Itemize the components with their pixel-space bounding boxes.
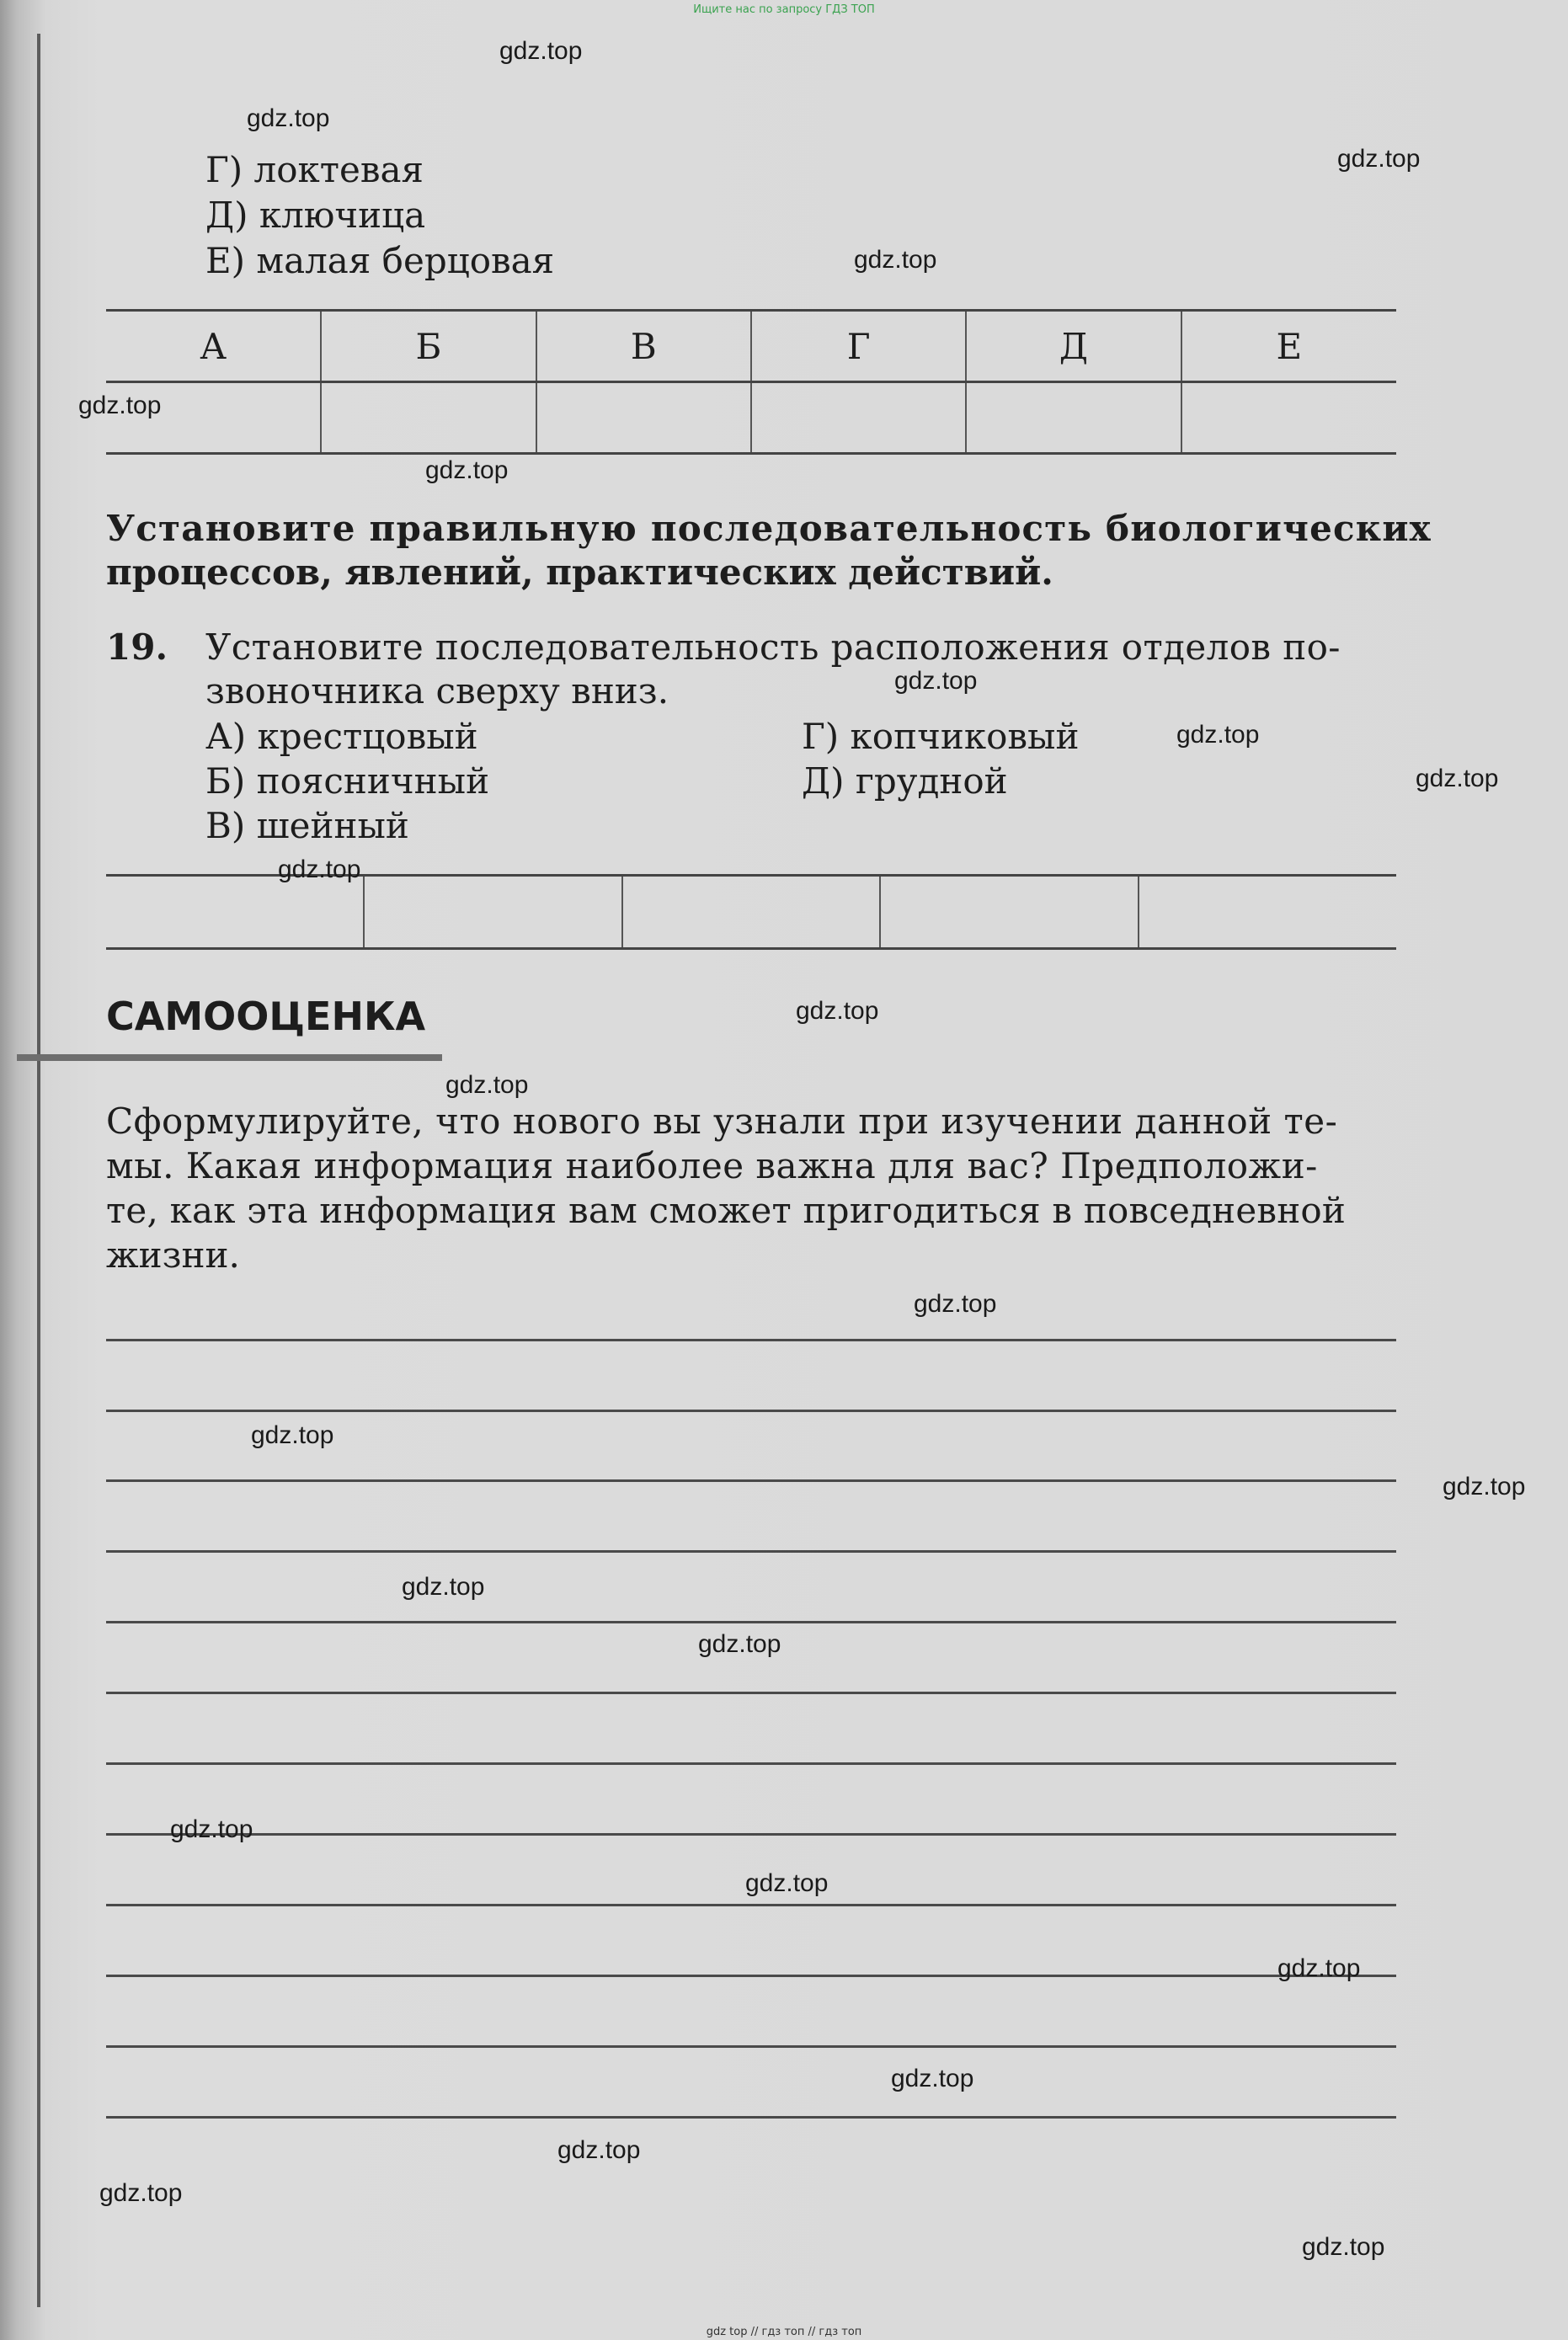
writing-line[interactable] — [106, 2045, 1396, 2048]
watermark: gdz.top — [402, 1573, 485, 1601]
q19-option-a: А) крестцовый — [205, 716, 478, 757]
sequence-instruction-line1: Установите правильную последовательность биологических — [106, 508, 1432, 549]
writing-line[interactable] — [106, 1904, 1396, 1906]
q18-option-e: Е) малая берцовая — [205, 240, 555, 281]
table-header-cell: Б — [321, 311, 536, 382]
watermark: gdz.top — [499, 37, 583, 65]
table-header-cell: Е — [1181, 311, 1396, 382]
top-banner: Ищите нас по запросу ГДЗ ТОП — [693, 3, 875, 16]
watermark: gdz.top — [170, 1815, 253, 1843]
self-assessment-line1: Сформулируйте, что нового вы узнали при изучении данной те- — [106, 1101, 1338, 1142]
bottom-banner: gdz top // гдз топ // гдз топ — [706, 2326, 862, 2338]
writing-line[interactable] — [106, 1975, 1396, 1977]
writing-line[interactable] — [106, 1762, 1396, 1765]
section-title: САМООЦЕНКА — [106, 994, 426, 1039]
self-assessment-line3: те, как эта информация вам сможет пригодиться в повседневной — [106, 1190, 1347, 1231]
writing-line[interactable] — [106, 1692, 1396, 1694]
watermark: gdz.top — [1302, 2233, 1385, 2261]
q19-option-g: Г) копчиковый — [802, 716, 1080, 757]
book-spine — [37, 34, 40, 2307]
watermark: gdz.top — [698, 1630, 781, 1658]
watermark: gdz.top — [745, 1869, 829, 1897]
table-answer-row — [106, 382, 1396, 454]
answer-cell[interactable] — [363, 877, 621, 947]
watermark: gdz.top — [894, 667, 978, 695]
answer-cell[interactable] — [966, 382, 1181, 454]
table-header-row — [106, 311, 1396, 382]
q19-option-d: Д) грудной — [802, 760, 1008, 802]
writing-line[interactable] — [106, 2116, 1396, 2119]
answer-cell[interactable] — [751, 382, 966, 454]
sequence-instruction-line2: процессов, явлений, практических действий. — [106, 552, 1053, 593]
watermark: gdz.top — [1443, 1473, 1526, 1500]
watermark: gdz.top — [78, 392, 162, 419]
answer-cell[interactable] — [536, 382, 751, 454]
q19-text-line2: звоночника сверху вниз. — [205, 670, 669, 712]
watermark: gdz.top — [445, 1071, 529, 1099]
q19-option-v: В) шейный — [205, 805, 409, 846]
q19-option-b: Б) поясничный — [205, 760, 490, 802]
watermark: gdz.top — [1277, 1954, 1361, 1982]
writing-line[interactable] — [106, 1621, 1396, 1623]
watermark: gdz.top — [796, 997, 879, 1025]
q18-option-g: Г) локтевая — [205, 149, 424, 190]
answer-cell[interactable] — [1138, 877, 1396, 947]
watermark: gdz.top — [891, 2065, 974, 2092]
watermark: gdz.top — [425, 456, 509, 484]
answer-cell[interactable] — [321, 382, 536, 454]
q19-answer-row — [106, 874, 1396, 950]
watermark: gdz.top — [278, 856, 361, 883]
table-header-cell: Г — [751, 311, 966, 382]
self-assessment-line2: мы. Какая информация наиболее важна для вас? Предположи- — [106, 1145, 1318, 1186]
q19-number: 19. — [106, 626, 168, 668]
writing-line[interactable] — [106, 1479, 1396, 1482]
watermark: gdz.top — [557, 2136, 641, 2164]
q19-text-line1: Установите последовательность расположения отделов по- — [205, 626, 1341, 668]
q18-answer-table — [106, 309, 1396, 455]
writing-line[interactable] — [106, 1339, 1396, 1341]
watermark: gdz.top — [914, 1290, 997, 1318]
writing-line[interactable] — [106, 1550, 1396, 1553]
watermark: gdz.top — [1416, 765, 1499, 792]
watermark: gdz.top — [1176, 721, 1260, 749]
table-header-cell: А — [106, 311, 321, 382]
table-header-cell: Д — [966, 311, 1181, 382]
answer-cell[interactable] — [621, 877, 880, 947]
watermark: gdz.top — [1337, 145, 1421, 173]
watermark: gdz.top — [247, 104, 330, 132]
writing-line[interactable] — [106, 1833, 1396, 1836]
watermark: gdz.top — [251, 1421, 334, 1449]
section-underline-bar — [17, 1054, 442, 1061]
watermark: gdz.top — [99, 2179, 183, 2207]
answer-cell[interactable] — [879, 877, 1138, 947]
table-header-cell: В — [536, 311, 751, 382]
watermark: gdz.top — [854, 246, 937, 274]
answer-cell[interactable] — [106, 877, 363, 947]
q18-option-d: Д) ключица — [205, 195, 426, 236]
self-assessment-line4: жизни. — [106, 1234, 240, 1276]
writing-line[interactable] — [106, 1410, 1396, 1412]
answer-cell[interactable] — [1181, 382, 1396, 454]
